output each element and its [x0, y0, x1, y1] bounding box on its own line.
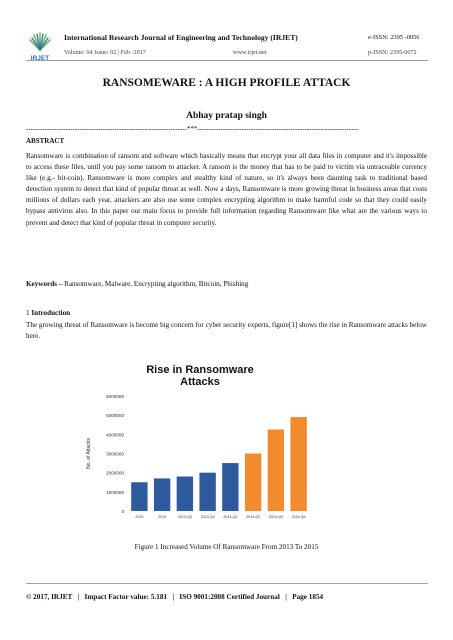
x-tick-label: 2014-Q1	[223, 515, 238, 519]
keywords-label: Keywords –	[26, 280, 63, 288]
bar	[131, 482, 147, 511]
bar	[199, 473, 215, 511]
figure-chart	[80, 356, 320, 528]
x-tick-label: 2013	[135, 515, 144, 519]
x-tick-label: 2013-Q4	[200, 515, 215, 519]
bar-chart	[80, 356, 320, 528]
logo-text: IRJET	[30, 55, 50, 62]
p-issn: p-ISSN: 2395-0072	[368, 49, 417, 56]
abstract-text: Ransomware is combination of ransom and software which basically means that encrypt your all data files in computer and it's impossible to access these files, until you pay some ransom to attacker. A ransom is the money that has to be paid to victim via untraceable currency like (e.g.- bit-coin). Ransomware is more complex and stealthy kind of nature, so it's always been daunting task to traditional based detection system to detect that kind of popular threat as well. Now a days, Ransomware is more growing threat in business areas that costs millions of dollars each year, attackers are also use some complex encrypting algorithm to make harmful code so that they could easily bypass antivirus also. In this paper our main focus to provide full information regarding Ransomware like what are the various ways to prevent and detect that kind of popular threat in computer security.	[26, 152, 427, 227]
abstract-heading: ABSTRACT	[26, 137, 65, 145]
x-tick-label: 2013	[158, 515, 167, 519]
journal-name: International Research Journal of Engineering and Technology (IRJET)	[64, 33, 298, 42]
y-axis-label: No. of Attacks	[86, 438, 92, 469]
section-title: Introduction	[31, 309, 71, 317]
y-tick-label: 6000000	[106, 394, 124, 399]
y-tick-label: 1000000	[106, 489, 124, 495]
bar	[222, 463, 238, 511]
x-tick-label: 2014-Q3	[268, 515, 283, 519]
bar	[290, 417, 306, 511]
x-tick-label: 2014-Q2	[246, 515, 261, 519]
chart-title: Rise in Ransomware Attacks	[146, 364, 254, 388]
irjet-logo-icon	[27, 30, 53, 62]
journal-logo	[27, 30, 53, 62]
bar	[177, 477, 193, 512]
title-separator: ---------------------------------------------------------------------***---------------------------------------------------------------------	[26, 125, 359, 133]
y-tick-label: 3000000	[106, 451, 124, 457]
keywords	[26, 279, 427, 290]
author-name: Abhay pratap singh	[186, 111, 267, 121]
page-footer: © 2017, IRJET | Impact Factor value: 5.181 | ISO 9001:2008 Certified Journal | Page 1854	[26, 593, 324, 601]
e-issn: e-ISSN: 2395 -0056	[368, 34, 420, 41]
section-heading	[26, 308, 427, 319]
bar	[154, 478, 170, 511]
journal-url[interactable]: www.irjet.net	[233, 49, 267, 56]
keywords-list: Ransomware, Malware, Encrypting algorithm, Bitcoin, Phishing	[62, 280, 249, 288]
paper-title: RANSOMEWARE : A HIGH PROFILE ATTACK	[102, 77, 351, 89]
section-number: 1	[26, 309, 30, 317]
y-tick-label: 0	[121, 509, 124, 514]
bar	[268, 430, 284, 511]
x-tick-label: 2013-Q3	[177, 515, 192, 519]
volume-issue: Volume: 04 Issue: 02 | Feb -2017	[64, 49, 146, 56]
y-tick-label: 2000000	[106, 470, 124, 476]
bar	[245, 454, 261, 512]
figure-caption: Figure 1 Increased Volume Of Ransomware From 2013 To 2015	[134, 543, 319, 551]
intro-text: The growing threat of Ransomware is become big concern for cyber security experts, figure[1] shows the rise in Ransomware attacks below here.	[26, 321, 427, 341]
x-tick-label: 2014-Q4	[291, 515, 306, 519]
header-rule	[26, 60, 428, 61]
y-tick-label: 5000000	[106, 413, 124, 419]
y-tick-label: 4000000	[106, 432, 124, 438]
footer-rule	[26, 583, 428, 584]
